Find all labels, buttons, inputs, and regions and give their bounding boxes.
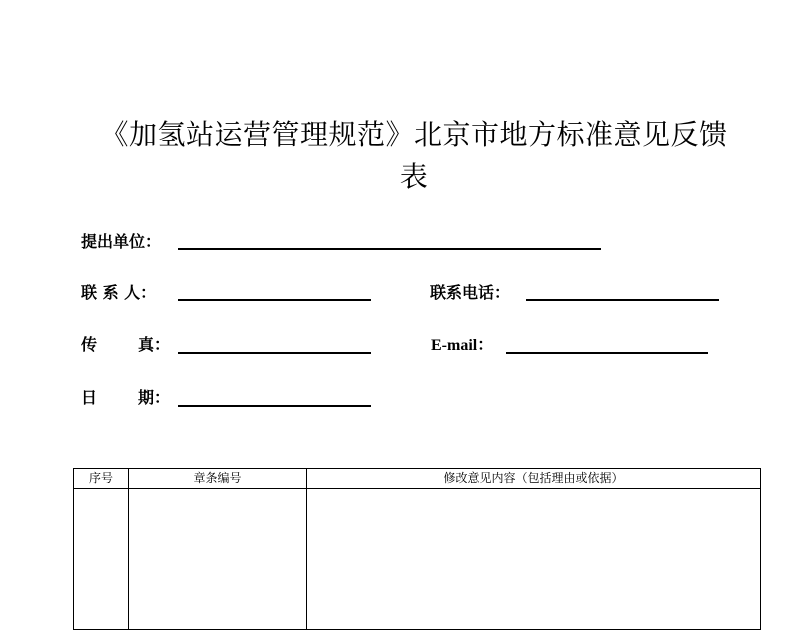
table-row [74, 489, 761, 630]
header-serial-number: 序号 [74, 469, 129, 489]
cell-comment-content[interactable] [307, 489, 761, 630]
fax-field-line[interactable] [178, 352, 371, 354]
header-clause-number: 章条编号 [129, 469, 307, 489]
date-label-char2: 期： [138, 388, 171, 407]
phone-field-line[interactable] [526, 299, 719, 301]
email-label: E-mail： [431, 337, 494, 354]
email-field-line[interactable] [506, 352, 708, 354]
contact-field-line[interactable] [178, 299, 371, 301]
header-comment-content: 修改意见内容（包括理由或依据） [307, 469, 761, 489]
date-label-char1: 日 [81, 388, 98, 407]
unit-label: 提出单位： [81, 232, 162, 251]
fax-label-char2: 真： [138, 335, 171, 354]
form-title [64, 114, 764, 198]
form-title-line1: 《加氢站运营管理规范》北京市地方标准意见反馈 [100, 118, 728, 151]
phone-label: 联系电话： [430, 283, 511, 302]
unit-field-line[interactable] [178, 248, 601, 250]
cell-serial-number[interactable] [74, 489, 129, 630]
contact-label: 联 系 人： [81, 283, 157, 302]
table-header-row [74, 469, 761, 489]
fax-label-char1: 传 [81, 335, 98, 354]
date-field-line[interactable] [178, 405, 371, 407]
feedback-table [73, 468, 761, 630]
cell-clause-number[interactable] [129, 489, 307, 630]
form-title-line2: 表 [399, 160, 429, 193]
